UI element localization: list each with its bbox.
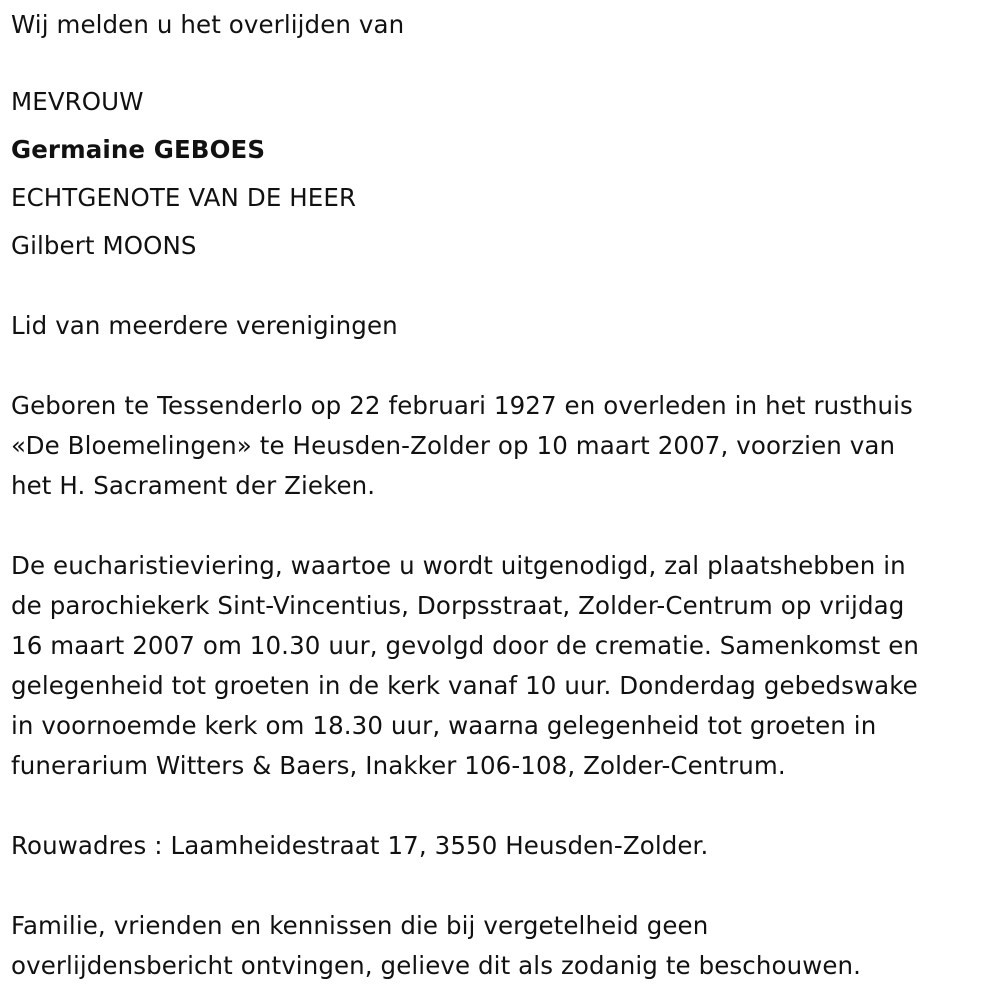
- ceremony-line: De eucharistieviering, waartoe u wordt uitgenodigd, zal plaatshebben in: [11, 551, 906, 580]
- deceased-name: Germaine GEBOES: [11, 135, 266, 164]
- ceremony-line: de parochiekerk Sint-Vincentius, Dorpsstraat, Zolder-Centrum op vrijdag: [11, 591, 905, 620]
- ceremony-line: in voornoemde kerk om 18.30 uur, waarna gelegenheid tot groeten in: [11, 711, 877, 740]
- closing-line: overlijdensbericht ontvingen, gelieve dit als zodanig te beschouwen.: [11, 951, 862, 980]
- birth-death-line: «De Bloemelingen» te Heusden-Zolder op 10 maart 2007, voorzien van: [11, 431, 896, 460]
- ceremony-line: 16 maart 2007 om 10.30 uur, gevolgd door de crematie. Samenkomst en: [11, 631, 920, 660]
- spouse-name: Gilbert MOONS: [11, 231, 197, 260]
- membership-text: Lid van meerdere verenigingen: [11, 311, 398, 340]
- relation-text: ECHTGENOTE VAN DE HEER: [11, 183, 357, 212]
- death-notice: [11, 0, 996, 986]
- title-text: MEVROUW: [11, 87, 144, 116]
- intro-text: Wij melden u het overlijden van: [11, 10, 405, 39]
- birth-death-line: Geboren te Tessenderlo op 22 februari 1927 en overleden in het rusthuis: [11, 391, 913, 420]
- closing-line: Familie, vrienden en kennissen die bij vergetelheid geen: [11, 911, 709, 940]
- ceremony-line: funerarium Witters & Baers, Inakker 106-108, Zolder-Centrum.: [11, 751, 786, 780]
- ceremony-paragraph: [11, 546, 996, 786]
- mourning-address: Rouwadres : Laamheidestraat 17, 3550 Heusden-Zolder.: [11, 831, 709, 860]
- closing-paragraph: [11, 906, 996, 986]
- birth-death-line: het H. Sacrament der Zieken.: [11, 471, 376, 500]
- ceremony-line: gelegenheid tot groeten in de kerk vanaf 10 uur. Donderdag gebedswake: [11, 671, 918, 700]
- birth-death-paragraph: [11, 386, 996, 506]
